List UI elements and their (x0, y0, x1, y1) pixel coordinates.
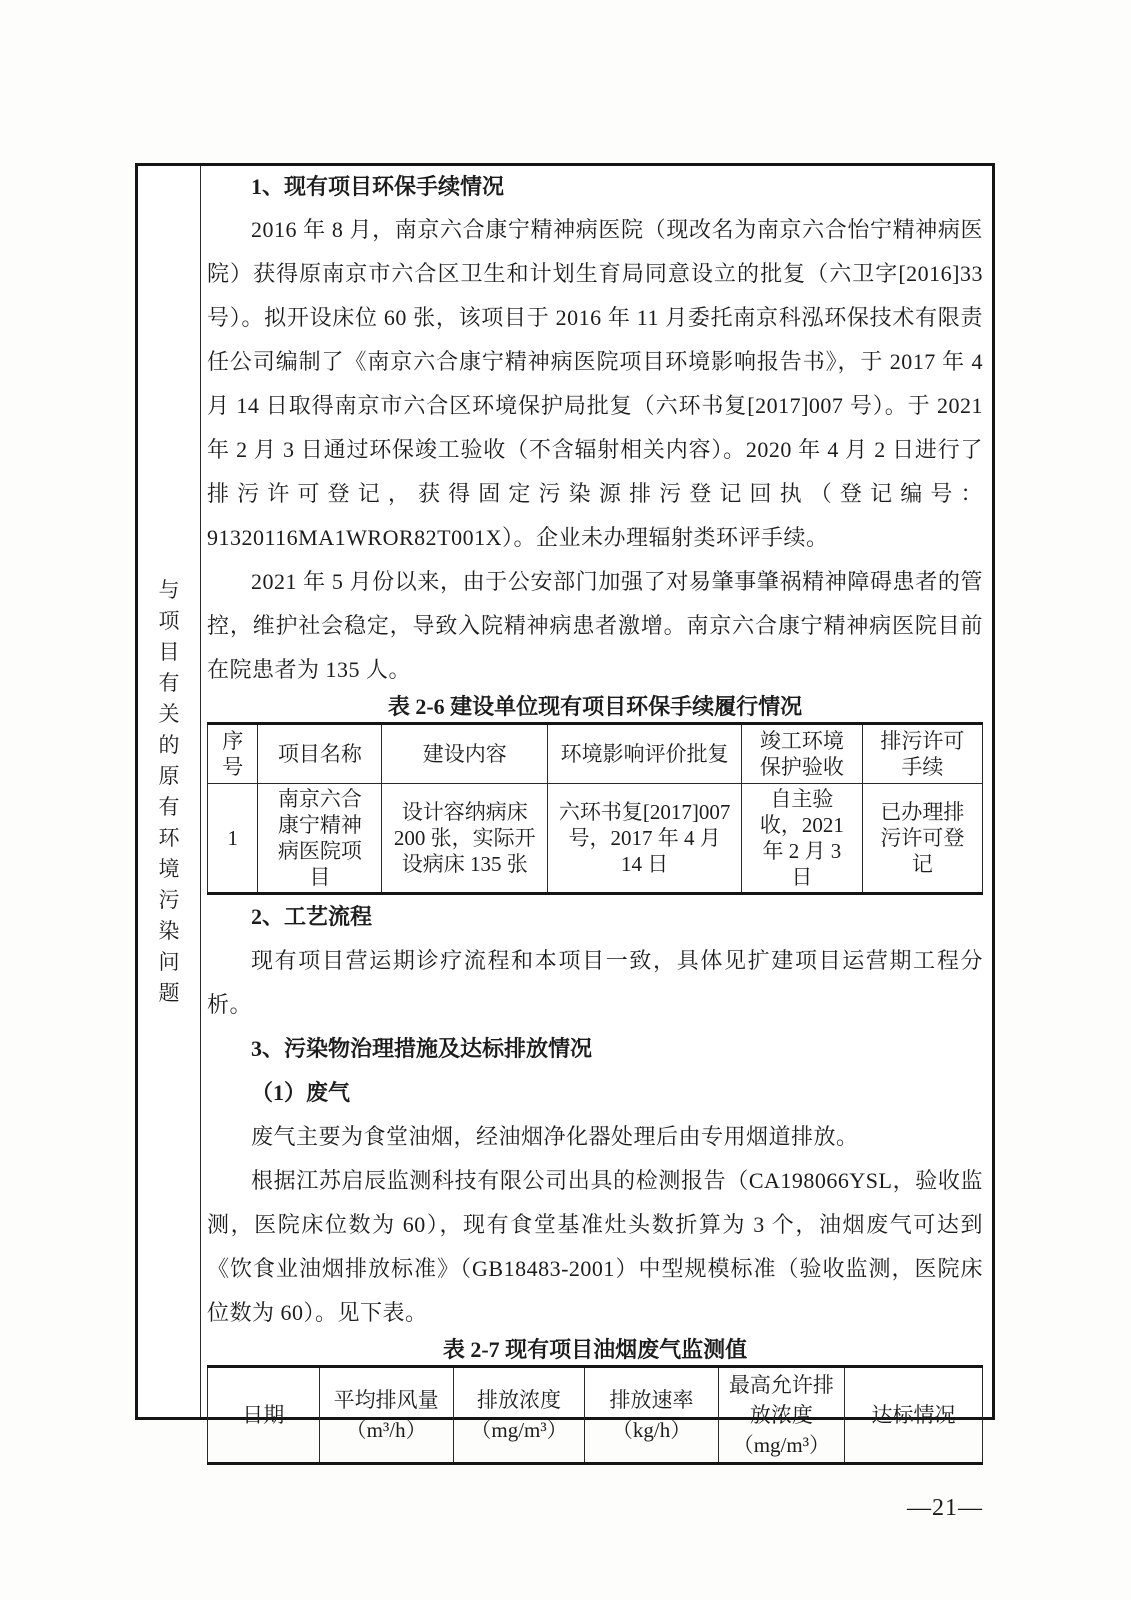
table-2-6 (207, 722, 983, 895)
table-2-6-cell: 已办理排污许可登记 (862, 784, 982, 894)
table-2-6-header-cell: 项目名称 (258, 724, 382, 784)
document-page-frame (135, 163, 995, 1457)
paragraph-process-flow: 现有项目营运期诊疗流程和本项目一致，具体见扩建项目运营期工程分析。 (207, 948, 983, 1017)
paragraph-waste-gas: 废气主要为食堂油烟，经油烟净化器处理后由专用烟道排放。 (251, 1124, 859, 1149)
table-2-6-header-cell: 排污许可手续 (862, 724, 982, 784)
table-2-7-header-unit: （m³/h） (345, 1418, 427, 1442)
table-2-7-header-label: 平均排风量 (333, 1388, 439, 1412)
table-2-7-header-label: 排放速率 (609, 1388, 694, 1412)
table-2-7-header-row (208, 1367, 983, 1464)
table-2-7-header-cell (585, 1367, 718, 1464)
table-2-6-cell: 南京六合康宁精神病医院项目 (258, 784, 382, 894)
table-2-7-header-cell (319, 1367, 453, 1464)
table-2-6-header-cell: 建设内容 (382, 724, 548, 784)
table-2-7-caption: 表 2-7 现有项目油烟废气监测值 (442, 1337, 748, 1362)
table-2-7-header-unit: （kg/h） (611, 1418, 692, 1442)
table-2-6-cell: 自主验收，2021 年 2 月 3 日 (741, 784, 862, 894)
table-2-7-header-unit: （mg/m³） (470, 1418, 568, 1442)
paragraph-patient-increase: 2021 年 5 月份以来，由于公安部门加强了对易肇事肇祸精神障碍患者的管控，维护社会稳定，导致入院精神病患者激增。南京六合康宁精神病医院目前在院患者为 135 人。 (207, 569, 983, 682)
table-2-6-cell: 1 (208, 784, 258, 894)
row-header-cell (138, 166, 201, 1417)
table-2-7-header-label: 排放浓度 (477, 1388, 562, 1412)
table-2-7-header-cell (845, 1367, 983, 1464)
section-3-heading: 3、污染物治理措施及达标排放情况 (251, 1036, 593, 1061)
table-2-7-header-label: 日期 (242, 1403, 285, 1427)
table-2-7-header-label: 最高允许排放浓度 (728, 1373, 834, 1427)
table-2-6-header-cell: 序号 (208, 724, 258, 784)
table-2-7-header-cell (718, 1367, 844, 1464)
table-2-7-header-cell (453, 1367, 585, 1464)
row-header-vertical-label: 与项目有关的原有环境污染问题 (158, 577, 180, 1005)
section-1-heading: 1、现有项目环保手续情况 (251, 174, 505, 199)
table-2-7 (207, 1365, 983, 1465)
section-3-sub-1-heading: （1）废气 (251, 1080, 351, 1105)
table-2-6-data-row (208, 784, 983, 894)
table-2-6-header-row (208, 724, 983, 784)
paragraph-monitoring-report: 根据江苏启辰监测科技有限公司出具的检测报告（CA198066YSL，验收监测，医院床位数为 60），现有食堂基准灶头数折算为 3 个，油烟废气可达到《饮食业油烟排放标准》（GB18483-2001）中型规模标准（验收监测，医院床位数为 60）。见下表。 (207, 1168, 983, 1325)
table-2-6-caption: 表 2-6 建设单位现有项目环保手续履行情况 (387, 694, 803, 719)
table-2-6-header-cell: 环境影响评价批复 (548, 724, 742, 784)
paragraph-permit-history: 2016 年 8 月，南京六合康宁精神病医院（现改名为南京六合怡宁精神病医院）获得原南京市六合区卫生和计划生育局同意设立的批复（六卫字[2016]33 号）。拟开设床位 60 张，该项目于 2016 年 11 月委托南京科泓环保技术有限责任公司编制了《南京六合康宁精神病医院项目环境影响报告书》，于 2017 年 4 月 14 日取得南京市六合区环境保护局批复（六环书复[2017]007 号）。于 2021 年 2 月 3 日通过环保竣工验收（不含辐射相关内容）。2020 年 4 月 2 日进行了排污许可登记，获得固定污染源排污登记回执（登记编号：91320116MA1WROR82T001X）。企业未办理辐射类环评手续。 (207, 217, 983, 550)
table-2-6-cell: 六环书复[2017]007 号，2017 年 4 月 14 日 (548, 784, 742, 894)
table-2-6-cell: 设计容纳病床 200 张，实际开设病床 135 张 (382, 784, 548, 894)
page-number: —21— (907, 1495, 983, 1521)
main-content-cell (201, 166, 992, 1457)
table-2-7-header-unit: （mg/m³） (732, 1433, 831, 1457)
table-2-7-header-label: 达标情况 (871, 1403, 956, 1427)
section-2-heading: 2、工艺流程 (251, 904, 373, 929)
table-2-7-header-cell (208, 1367, 320, 1464)
table-2-6-header-cell: 竣工环境保护验收 (741, 724, 862, 784)
